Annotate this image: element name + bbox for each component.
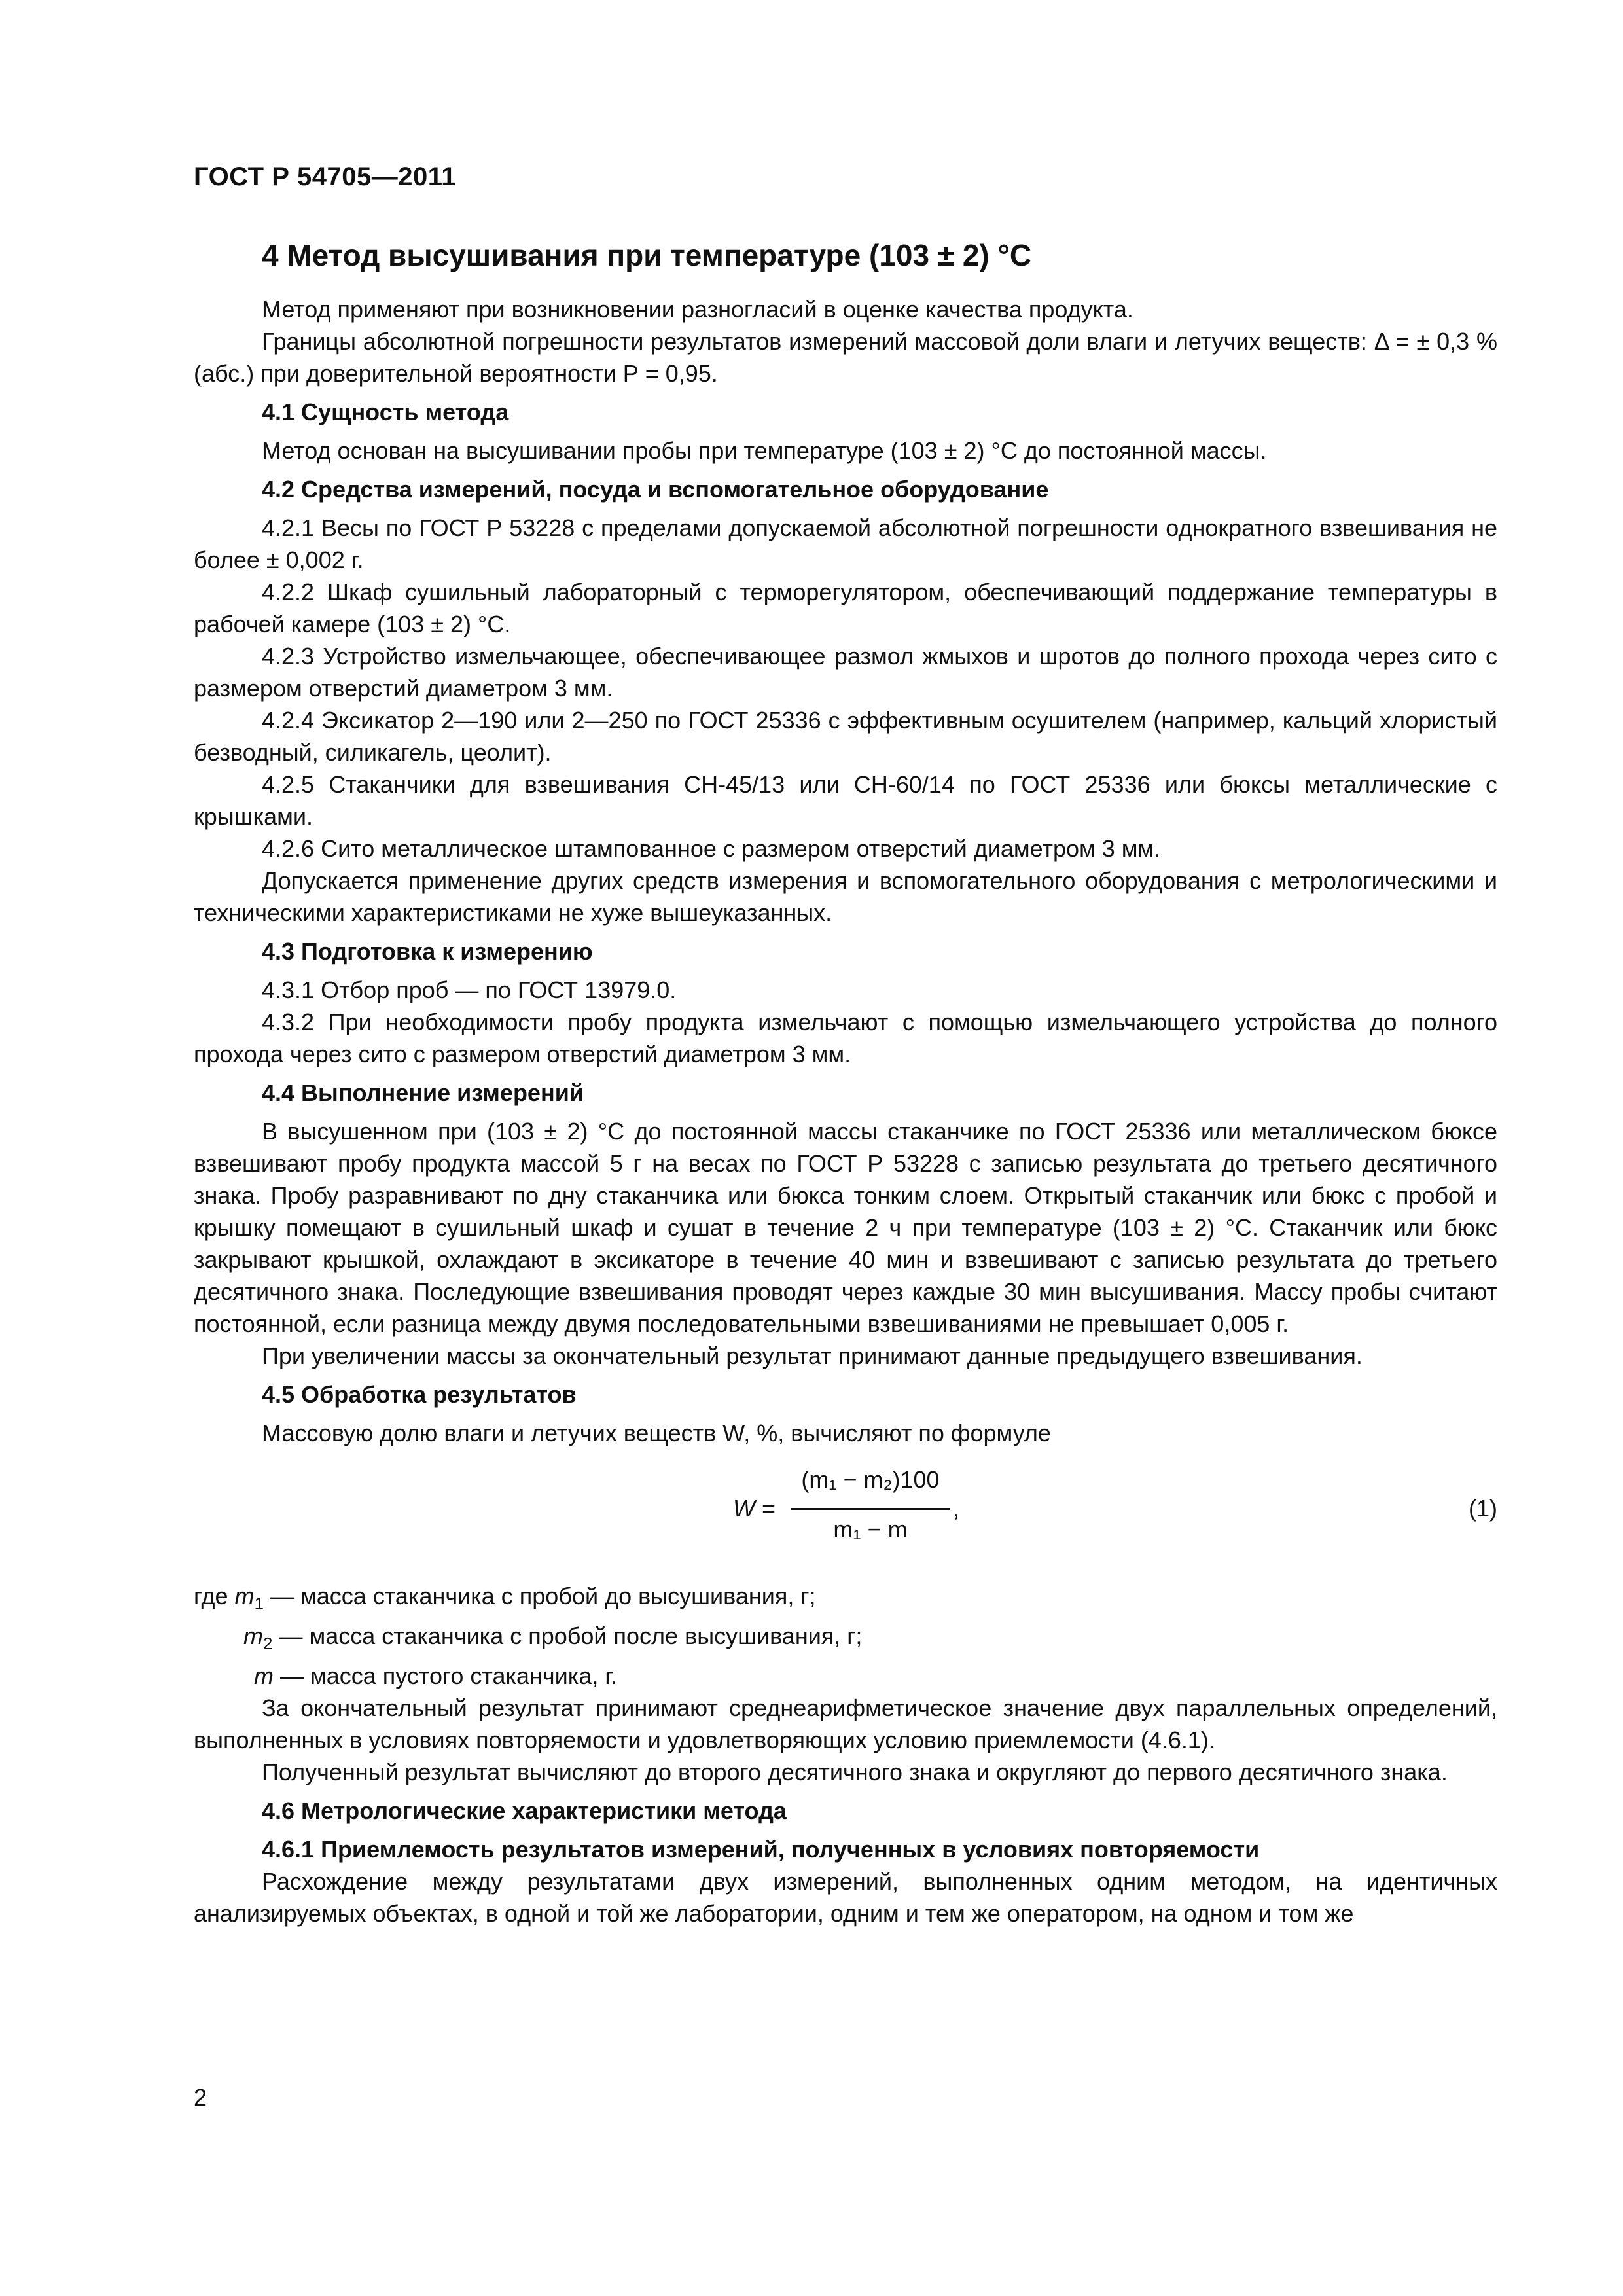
section-4-4-title: 4.4 Выполнение измерений <box>262 1079 584 1106</box>
paragraph: Метод применяют при возникновении разногласий в оценке качества продукта. <box>262 296 1133 323</box>
page-number: 2 <box>194 2084 207 2111</box>
section-4-5-title: 4.5 Обработка результатов <box>262 1381 577 1408</box>
legend-text: — масса стаканчика с пробой после высушивания, г; <box>272 1623 863 1649</box>
legend-subscript: 1 <box>254 1594 264 1613</box>
legend-prefix: где <box>194 1583 235 1609</box>
paragraph: Полученный результат вычисляют до второго десятичного знака и округляют до первого десятичного знака. <box>262 1759 1448 1785</box>
formula-lhs: W <box>733 1495 755 1522</box>
paragraph: В высушенном при (103 ± 2) °С до постоянной массы стаканчике по ГОСТ 25336 или металлическом бюксе взвешивают пробу продукта массой 5 г на весах по ГОСТ Р 53228 с записью результата до третьего десятичного знака. Пробу разравнивают по дну стаканчика или бюкса тонким слоем. Открытый стаканчик или бюкс с пробой и крышку помещают в сушильный шкаф и сушат в течение 2 ч при температуре (103 ± 2) °С. Стаканчик или бюкс закрывают крышкой, охлаждают в эксикаторе в течение 40 мин и взвешивают с записью результата до третьего десятичного знака. Последующие взвешивания проводят через каждые 30 мин высушивания. Массу пробы считают постоянной, если разница между двумя последовательными взвешиваниями не превышает 0,005 г. <box>194 1118 1497 1337</box>
legend-subscript: 2 <box>263 1634 273 1653</box>
formula-comma: , <box>953 1495 960 1522</box>
legend-line <box>194 1620 1497 1660</box>
section-4-title: 4 Метод высушивания при температуре (103 ± 2) °С <box>262 238 1032 272</box>
list-item: 4.2.4 Эксикатор 2—190 или 2—250 по ГОСТ 25336 с эффективным осушителем (например, кальций хлористый безводный, силикагель, цеолит). <box>194 707 1497 766</box>
formula-equals: = <box>762 1495 776 1522</box>
paragraph: Расхождение между результатами двух измерений, выполненных одним методом, на идентичных анализируемых объектах, в одной и той же лаборатории, одним и тем же оператором, на одном и том же <box>194 1868 1497 1927</box>
list-item: 4.3.2 При необходимости пробу продукта измельчают с помощью измельчающего устройства до полного прохода через сито с размером отверстий диаметром 3 мм. <box>194 1009 1497 1067</box>
list-item: 4.2.3 Устройство измельчающее, обеспечивающее размол жмыхов и шротов до полного прохода через сито с размером отверстий диаметром 3 мм. <box>194 643 1497 702</box>
section-4-3-title: 4.3 Подготовка к измерению <box>262 938 593 965</box>
formula-row <box>194 1463 1497 1562</box>
list-item: 4.2.1 Весы по ГОСТ Р 53228 с пределами допускаемой абсолютной погрешности однократного взвешивания не более ± 0,002 г. <box>194 514 1497 573</box>
fraction-bar <box>791 1508 950 1510</box>
document-body <box>194 236 1497 1929</box>
paragraph: Метод основан на высушивании пробы при температуре (103 ± 2) °С до постоянной массы. <box>262 437 1267 464</box>
paragraph: За окончательный результат принимают среднеарифметическое значение двух параллельных определений, выполненных в условиях повторяемости и удовлетворяющих условию приемлемости (4.6.1). <box>194 1695 1497 1753</box>
list-item: 4.2.6 Сито металлическое штампованное с размером отверстий диаметром 3 мм. <box>262 835 1161 862</box>
list-item: 4.2.5 Стаканчики для взвешивания СН-45/13 или СН-60/14 по ГОСТ 25336 или бюксы металлические с крышками. <box>194 771 1497 830</box>
paragraph: При увеличении массы за окончательный результат принимают данные предыдущего взвешивания. <box>262 1342 1363 1369</box>
legend-symbol: m <box>243 1623 263 1649</box>
section-4-1-title: 4.1 Сущность метода <box>262 399 509 425</box>
section-4-2-title: 4.2 Средства измерений, посуда и вспомогательное оборудование <box>262 476 1049 503</box>
legend-symbol: m <box>234 1583 255 1609</box>
formula <box>733 1463 969 1562</box>
list-item: 4.2.2 Шкаф сушильный лабораторный с терморегулятором, обеспечивающий поддержание температуры в рабочей камере (103 ± 2) °С. <box>194 579 1497 637</box>
legend-text: — масса стаканчика с пробой до высушивания, г; <box>264 1583 816 1609</box>
list-item: 4.3.1 Отбор проб — по ГОСТ 13979.0. <box>262 977 677 1003</box>
legend-symbol: m <box>254 1662 274 1689</box>
formula-denominator: m₁ − m <box>833 1516 908 1543</box>
legend-line <box>194 1660 1497 1692</box>
paragraph: Массовую долю влаги и летучих веществ W, %, вычисляют по формуле <box>262 1420 1051 1446</box>
paragraph: Границы абсолютной погрешности результатов измерений массовой доли влаги и летучих веществ: Δ = ± 0,3 % (абс.) при доверительной вероятности Р = 0,95. <box>194 328 1497 387</box>
formula-fraction <box>791 1463 950 1562</box>
paragraph: Допускается применение других средств измерения и вспомогательного оборудования с метрологическими и техническими характеристиками не хуже вышеуказанных. <box>194 867 1497 926</box>
legend-text: — масса пустого стаканчика, г. <box>274 1662 618 1689</box>
formula-number: (1) <box>1469 1495 1497 1522</box>
formula-numerator: (m₁ − m₂)100 <box>801 1466 940 1493</box>
document-header: ГОСТ Р 54705—2011 <box>194 162 456 191</box>
section-4-6-title: 4.6 Метрологические характеристики метода <box>262 1797 787 1824</box>
legend-line <box>194 1580 1497 1620</box>
section-4-6-1-title: 4.6.1 Приемлемость результатов измерений, полученных в условиях повторяемости <box>262 1836 1260 1863</box>
